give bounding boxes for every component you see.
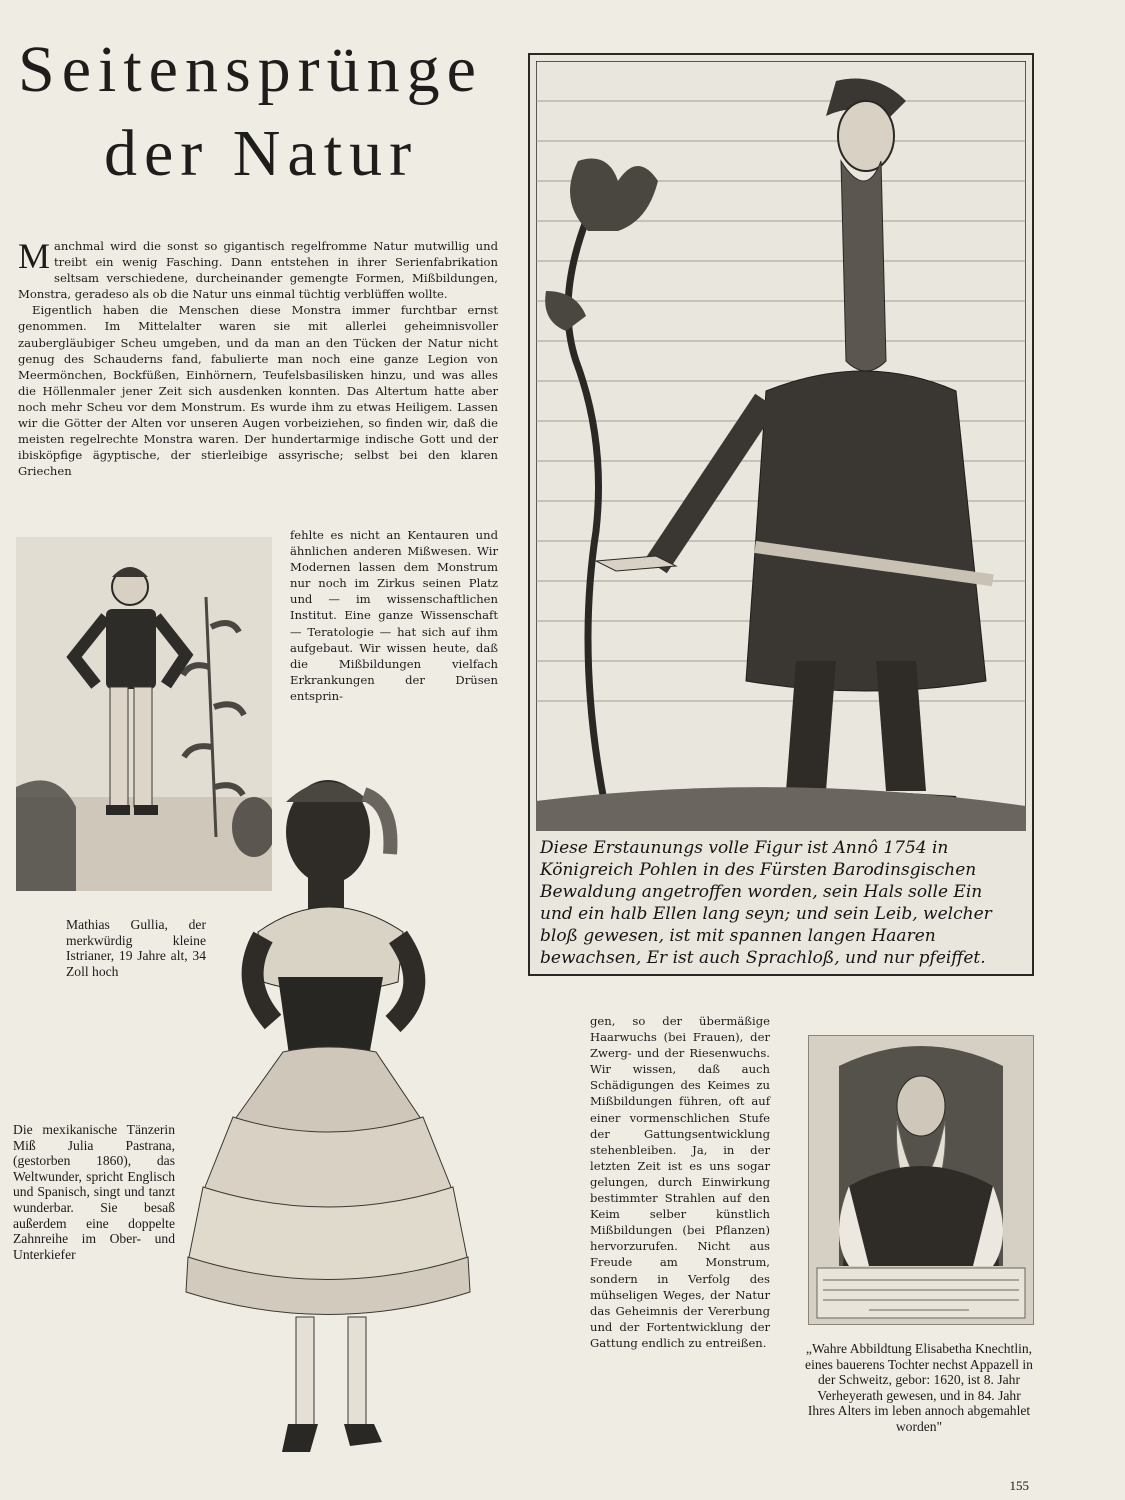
article-paragraph-continued: fehlte es nicht an Kentauren und ähnlichen anderen Mißwesen. Wir Modernen lassen dem Monstrum nur noch im Zirkus seinen Platz und — im wissenschaftlichen Institut. Eine ganze Wissenschaft — Teratologie — hat sich auf ihm aufgebaut. Wir wissen heute, daß die Mißbildungen vielfach Erkrankungen der Drüsen entsprin- — [290, 528, 498, 703]
title-line-1: Seitensprünge — [18, 33, 483, 106]
caption-knechtlin: „Wahre Abbildtung Elisabetha Knechtlin, eines bauerens Tochter nechst Appazell in der Schweitz, gebor: 1620, ist 8. Jahr Verheyerath gewesen, und in 84. Jahr Ihres Alters im leben annoch abgemahlet worden" — [805, 1341, 1033, 1434]
knechtlin-portrait — [809, 1036, 1033, 1324]
knechtlin-portrait-frame — [808, 1035, 1034, 1325]
article-paragraph-3: gen, so der übermäßige Haarwuchs (bei Frauen), der Zwerg- und der Riesenwuchs. Wir wissen, daß auch Schädigungen des Keimes zu Mißbildungen führen, oft auf einer vormenschlichen Stufe der Gattungsentwicklung stehenbleiben. Ja, in der letzten Zeit ist es uns sogar gelungen, durch Einwirkung bestimmter Strahlen auf den Keim selber künstlich Mißbildungen (bei Pflanzen) hervorzurufen. Nicht aus Freude am Monstrum, sondern in Verfolg des mühseligen Weges, der Natur das Geheimnis der Vererbung und der Fortentwicklung der Gattung endlich zu entreißen. — [590, 1014, 770, 1350]
julia-pastrana-illustration — [178, 762, 478, 1497]
caption-gullia: Mathias Gullia, der merkwürdig kleine Istrianer, 19 Jahre alt, 34 Zoll hoch — [66, 917, 206, 979]
hairy-man-engraving — [536, 61, 1026, 831]
title-line-2: der Natur — [104, 117, 419, 190]
engraving-inscription: Diese Erstaunungs volle Figur ist Annô 1754 in Königreich Pohlen in des Fürsten Barodinsgischen Bewaldung angetroffen worden, sein Hals solle Ein und ein halb Ellen lang seyn; und sein Leib, welcher bloß gewesen, ist mit spannen langen Haaren bewachsen, Er ist auch Sprachloß, und nur pfeiffet. — [540, 838, 992, 968]
paragraph-1: Manchmal wird die sonst so gigantisch regelfromme Natur mutwillig und treibt ein wenig Fasching. Dann entstehen in ihrer Serienfabrikation seltsam verschiedene, durcheinander gemengte Formen, Mißbildungen, Monstra, geradeso als ob die Natur uns einmal tüchtig verblüffen wollte. — [18, 236, 498, 302]
article-paragraphs-top — [18, 238, 498, 479]
caption-pastrana: Die mexikanische Tänzerin Miß Julia Pastrana, (gestorben 1860), das Weltwunder, spricht Englisch und Spanisch, singt und tanzt wunderbar. Sie besaß außerdem eine doppelte Zahnreihe im Ober- und Unterkiefer — [13, 1122, 175, 1262]
paragraph-2: Eigentlich haben die Menschen diese Monstra immer furchtbar ernst genommen. Im Mittelalter waren sie mit allerlei geheimnisvoller zaubergläubiger Scheu umgeben, und da man an den Tücken der Natur nicht genug des Schauderns fand, fabulierte man noch eine ganze Legion von Meermönchen, Bockfüßen, Einhörnern, Teufelsbasilisken hinzu, und was alles die Höllenmaler jener Zeit sich ausdenken konnten. Das Altertum hatte aber noch mehr Scheu vor dem Monstrum. Es wurde ihm zu etwas Heiligem. Lassen wir die Götter der Alten vor unseren Augen vorbeiziehen, so finden wir, daß die meisten regelrechte Monstra waren. Der hundertarmige indische Gott und der ibisköpfige ägyptische, der stierleibige assyrische; selbst bei den klaren Griechen — [18, 303, 498, 479]
engraving-frame — [528, 53, 1034, 976]
page-title — [18, 28, 518, 196]
drop-cap: M — [18, 236, 51, 276]
page-number: 155 — [1009, 1478, 1029, 1493]
